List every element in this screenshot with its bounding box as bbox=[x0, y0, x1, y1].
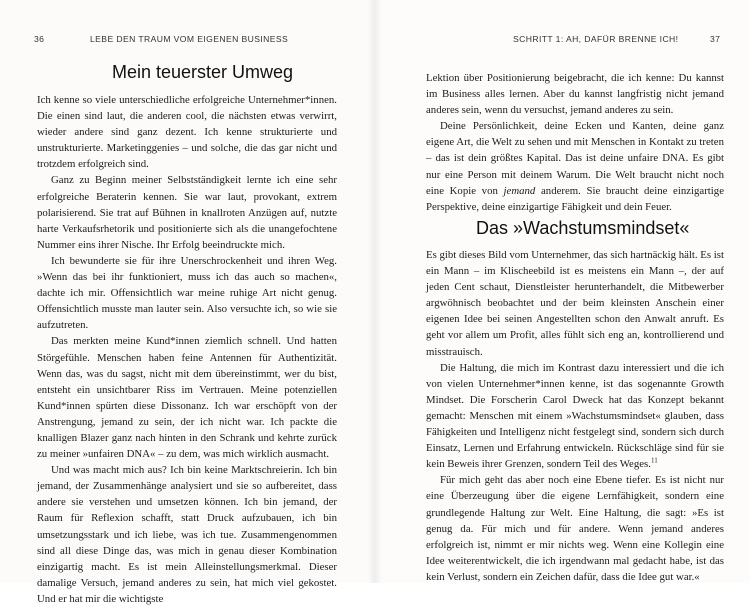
book-gutter bbox=[368, 0, 382, 583]
paragraph: Ich kenne so viele unterschiedliche erfolgreiche Unternehmer*innen. Die einen sind laut, die anderen cool, die nächsten etwas verwirrt, wieder andere sind ganz dezent. Ich kenne strukturierte und unstrukturierte. Marketinggenies – und solche, die das gar nicht und trotzdem erfolgreich sind. bbox=[37, 94, 337, 171]
page-number-right: 37 bbox=[710, 34, 721, 44]
paragraph bbox=[426, 360, 724, 473]
paragraph: Ich bewunderte sie für ihre Unerschrockenheit und ihren Weg. »Wenn das bei ihr funktioniert, muss ich das auch so machen«, dachte ich mir. Offensichtlich war meine ruhige Art nicht genug. Offensichtlich musste man lauter sein. Also versuchte ich, so wie sie aufzutreten. bbox=[37, 254, 337, 332]
paragraph: Es gibt dieses Bild vom Unternehmer, das sich hartnäckig hält. Es ist ein Mann – im Klischeebild ist es meistens ein Mann –, der auf jeden Cent schaut, Dienstleister herunterhandelt, die Mitbewerber argwöhnisch beobachtet und der beim kleinsten Anschein einer eigenen Idee bei seinen Angestellten schon den Anwalt anruft. Es geht vor allem um Profit, alles fühlt sich eng an, kontrollierend und misstrauisch. bbox=[426, 249, 724, 358]
right-page bbox=[375, 0, 750, 583]
paragraph: Und was macht mich aus? Ich bin keine Marktschreierin. Ich bin jemand, der Zusammenhänge analysiert und sie so aufbereitet, dass andere sie verstehen und umsetzen können. Ich bin jemand, der Raum für Reflexion schafft, statt Druck aufzubauen, ich bin umsetzungsstark und ich liebe, was ich tue. Zusammengenommen sind all diese Dinge das, was mich in genau dieser Kombination einzigartig macht. Es ist mein Alleinstellungsmerkmal. Dieser damalige Versuch, jemand anderes zu sein, hat mich viel gekostet. Und er hat mir die wichtigste bbox=[37, 464, 337, 605]
footnote-marker: 11 bbox=[650, 456, 658, 465]
left-page bbox=[0, 0, 375, 605]
paragraph-part: Die Haltung, die mich im Kontrast dazu interessiert und die ich von vielen Unternehmer*innen kenne, ist das sogenannte Growth Mindset. Die Forscherin Carol Dweck hat das Konzept bekannt gemacht: Menschen mit einem »Wachstumsmindset« glauben, dass Fähigkeiten und Intelligenz nicht festgelegt sind, sondern sich durch Einsatz, Lernen und Erfahrung entwickeln. Rückschläge sind für sie kein Beweis ihrer Grenzen, sondern Teil des Weges. bbox=[426, 361, 724, 471]
paragraph: Ganz zu Beginn meiner Selbstständigkeit lernte ich eine sehr erfolgreiche Beraterin kennen. Sie war laut, provokant, extrem polarisierend. Sie trat auf Bühnen in knallroten Anzügen auf, nutzte harte Verkaufsrhetorik und positionierte sich als die unangefochtene Nummer eins ihrer Nische. Ihr Erfolg beeindruckte mich. bbox=[37, 174, 337, 251]
section-heading-wachstumsmindset: Das »Wachstumsmindset« bbox=[476, 218, 690, 238]
running-title-left: LEBE DEN TRAUM VOM EIGENEN BUSINESS bbox=[90, 34, 289, 44]
page-number-left: 36 bbox=[34, 34, 45, 44]
paragraph-part: Deine Persönlichkeit, deine Ecken und Kanten, deine ganz eigene Art, die Welt zu sehen und mit Menschen in Kontakt zu treten – das ist dein größtes Kapital. Das ist deine unfaire DNA. Es gibt nur eine Person mit deinem Warum. Die Welt braucht nicht noch eine Kopie von bbox=[426, 120, 724, 197]
body-text-right-top bbox=[426, 70, 724, 215]
paragraph bbox=[426, 118, 724, 215]
emphasis-jemand: jemand bbox=[503, 184, 536, 197]
paragraph: Für mich geht das aber noch eine Ebene tiefer. Es ist nicht nur eine Überzeugung über die eigene Lernfähigkeit, sondern eine grundlegende Haltung zur Welt. Eine Haltung, die sagt: »Es ist genug da. Für mich und für andere. Wenn jemand anderes erfolgreich ist, nimmt er mir nichts weg. Wenn eine Kollegin eine Idee weiterentwickelt, die ich irgendwann mal gedacht habe, ist das kein Verlust, sondern ein Zeichen dafür, dass die Idee gut war.« bbox=[426, 474, 724, 583]
paragraph: Das merkten meine Kund*innen ziemlich schnell. Und hatten Störgefühle. Menschen haben feine Antennen für Authentizität. Wenn das, was du sagst, nicht mit dem übereinstimmt, wer du bist, entsteht ein unsichtbarer Riss im Vertrauen. Meine potenziellen Kund*innen spürten diese Dissonanz. Ich war erschöpft von der Anstrengung, jemand zu sein, der ich nicht war. Ich packte die knalligen Blazer ganz nach hinten in den Schrank und kehrte zurück zu meiner »unfairen DNA« – zu dem, was mich wirklich ausmacht. bbox=[37, 335, 337, 461]
paragraph: Lektion über Positionierung beigebracht, die ich kenne: Du kannst im Business alles lernen. Aber du kannst langfristig nicht jemand anderes sein, wenn du versuchst, jemand anderes zu sein. bbox=[426, 72, 724, 117]
running-title-right: SCHRITT 1: AH, DAFÜR BRENNE ICH! bbox=[513, 34, 679, 44]
body-text-right-bottom bbox=[426, 247, 724, 585]
section-heading-umweg: Mein teuerster Umweg bbox=[112, 62, 294, 82]
body-text-left bbox=[37, 92, 337, 607]
paragraph-part: anderem. Sie braucht deine einzigartige Perspektive, deine einzigartige Fähigkeit und dein Feuer. bbox=[426, 184, 725, 213]
